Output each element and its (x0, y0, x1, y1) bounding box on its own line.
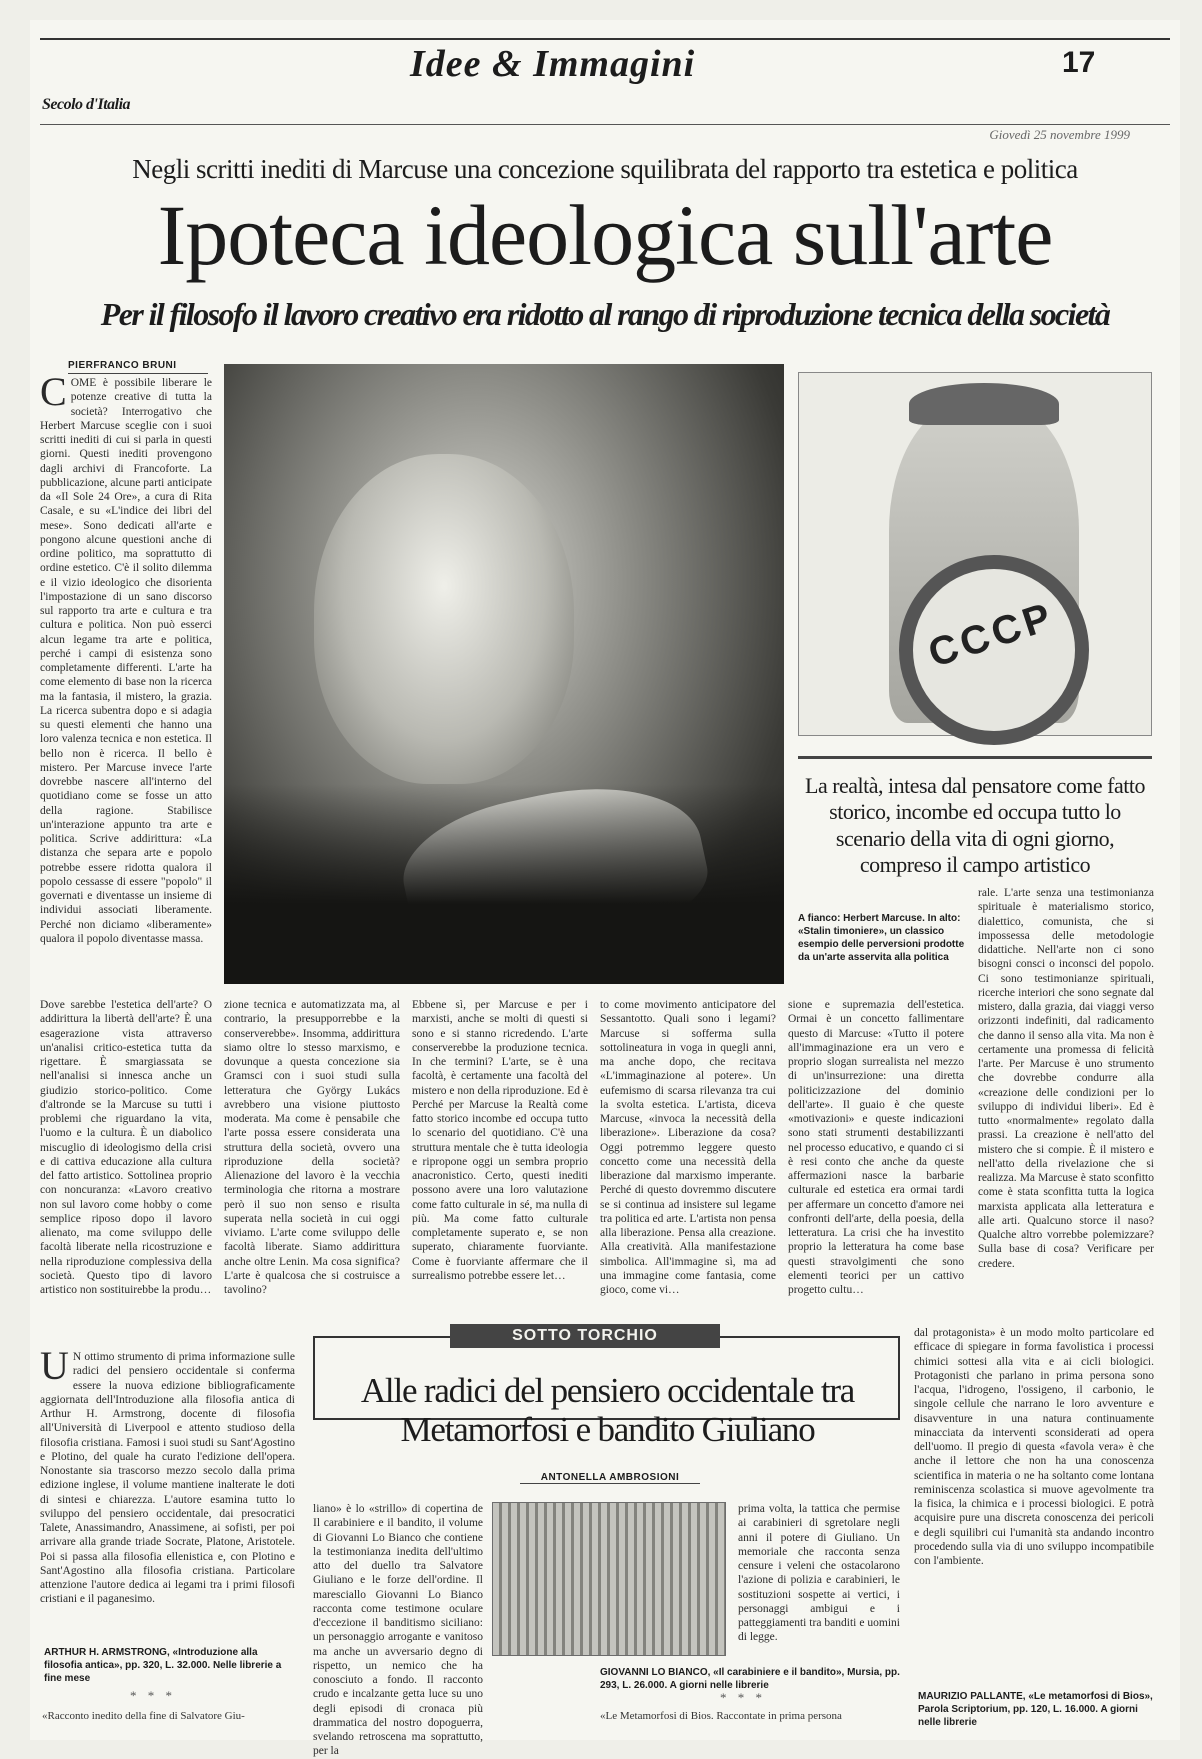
article-column-3: zione tecnica e automatizzata ma, al contrario, la presupporrebbe e la conserverebbe». Insomma, addirittura siamo oltre lo stesso marxismo, e dovunque a questa concezione sia Gramsci con i suoi studi sulla letteratura che György Lukács avrebbero una visione piuttosto moderata. Ma come è pensabile che l'arte possa essere considerata una struttura della società, ovvero una riproduzione della società? Alienazione del lavoro è la vecchia terminologia che ritorna a mostrare però il suo non senso e risulta superata nella società in cui oggi viviamo. L'arte come sviluppo delle facoltà liberate. Siamo addirittura anche oltre Lenin. Ma cosa significa? L'arte è qualcosa che si costruisce a tavolino? (224, 999, 400, 1296)
article-byline: PIERFRANCO BRUNI (68, 360, 208, 374)
article-subhead: Per il filosofo il lavoro creativo era ridotto al rango di riproduzione tecnica della società (100, 296, 1110, 332)
review-bibliography-1: ARTHUR H. ARMSTRONG, «Introduzione alla filosofia antica», pp. 320, L. 32.000. Nelle librerie a fine mese (44, 1647, 282, 1684)
article-column-1: COME è possibile liberare le potenze creative di tutta la società? Interrogativo che Herbert Marcuse sceglie con i suoi scritti inediti di cui si parla in questi giorni. Questi inediti provengono dagli archivi di Francoforte. La pubblicazione, alcune parti anticipate da «Il Sole 24 Ore», a cura di Rita Casale, e su «L'indice dei libri del mese». Sono dedicati all'arte e pongono alcune questioni anche di ordine politico, ma soprattutto di ordine estetico. C'è il solito dilemma e il vizio ideologico che disorienta l'impostazione di un sano discorso sul rapporto tra arte e cultura e tra cultura e politica. Non può esserci alcun legame tra arte e politica, perché i campi di esistenza sono completamente differenti. L'arte ha come elemento di base non la ricerca ma la fantasia, il mistero, la grazia. La ricerca subentra dopo e si adagia su questi elementi che hanno una loro valenza tecnica e non estetica. Il bello non è ricerca. Il bello è mistero. Per Marcuse invece l'arte dovrebbe nascere all'interno del quotidiano come se fosse un atto della ragione. Stabilisce un'interazione appunto tra arte e politica. Scrive addirittura: «La distanza che separa arte e popolo potrebbe essere ridotta qualora il popolo cessasse di essere "popolo" il governati e diventasse un insieme di individui associati liberamente. Perché non diciamo «liberamente» qualora il popolo diventasse massa. (40, 369, 212, 945)
article-headline: Ipoteca ideologica sull'arte (157, 187, 1053, 283)
article-column-2: Dove sarebbe l'estetica dell'arte? O addirittura la libertà dell'arte? È una esagerazione vista attraverso un'analisi critico-estetica tutta da rigettare. È smargiassata se nell'analisi si innesca anche un giudizio storico-politico. Come d'altronde se la Marcuse su tutti i problemi che riguardano la vita, l'uomo e la cultura. È un diabolico miscuglio di ideologismo della crisi e di cattiva educazione alla cultura del fatto artistico. Sottolinea proprio con noncuranza: «Lavoro creativo non sul lavoro come hobby o come semplice riposo dopo il lavoro alienato, ma come sviluppo delle facoltà liberate nella ricostruzione e nella riproduzione complessiva della società. Questo tipo di lavoro artistico non sostituirebbe la produ… (40, 999, 212, 1296)
marcuse-photo (224, 364, 784, 984)
stalin-poster-image (798, 372, 1152, 736)
review-column-3: prima volta, la tattica che permise ai carabinieri di sgretolare negli anni il potere di Giuliano. Un memoriale che racconta senza censure i veleni che ostacolarono l'azione di polizia e carabinieri, le sostituzioni sospette ai vertici, i personaggi ambigui e i patteggiamenti tra banditi e uomini di legge. (738, 1503, 900, 1644)
review-bibliography-2: GIOVANNI LO BIANCO, «Il carabiniere e il bandito», Mursia, pp. 293, L. 26.000. A giorni nelle librerie (600, 1667, 900, 1691)
sotto-torchio-headline: Alle radici del pensiero occidentale tra Metamorfosi e bandito Giuliano (360, 1371, 855, 1449)
portrait-coat (224, 784, 784, 984)
review-column-1: UN ottimo strumento di prima informazione sulle radici del pensiero occidentale si conferma essere la nuova edizione bibliograficamente aggiornata dell'Introduzione alla filosofia antica di Arthur H. Armstrong, docente di filosofia all'Università di Liverpool e attento studioso della filosofia cristiana. Famosi i suoi studi su Sant'Agostino e Plotino, del quale ha curato l'edizione dell'opera. Nonostante sia trascorso mezzo secolo dalla prima edizione inglese, il volume mantiene inalterate le doti di sintesi e chiarezza. L'autore esamina tutto lo sviluppo del pensiero occidentale, dai presocratici Talete, Anassimandro, Anassimene, ai sofisti, per poi arrivare alla grande triade Socrate, Platone, Aristotele. Poi si passa alla filosofia ellenistica e, con Plotino e Sant'Agostino alla filosofia cristiana. Particolare attenzione l'autore dedica ai legami tra i primi filosofi cristiani e il paganesimo. (40, 1343, 295, 1606)
separator-stars-1: * * * (130, 1688, 176, 1703)
review-bibliography-3: MAURIZIO PALLANTE, «Le metamorfosi di Bios», Parola Scriptorium, pp. 120, L. 16.000. A giorni nelle librerie (918, 1691, 1153, 1728)
review-column-4: dal protagonista» è un modo molto particolare ed efficace di spiegare in forma favolistica i processi chimici sottesi alla vita e ai cicli biologici. Protagonisti che parlano in prima persona sono l'acqua, l'idrogeno, l'ossigeno, il carbonio, le singole cellule che narrano le loro avventure e disavventure in una natura continuamente minacciata da interventi sconsiderati ad opera dell'uomo. Il pregio di questa «favola vera» è che anche il lettore che non ha una conoscenza scientifica in materia o ne ha soltanto come lontana reminiscenza scolastica si muove agevolmente tra la fisica, la chimica e i processi biologici. E potrà acquisire pure una discreta conoscenza dei pericoli e degli squilibri cui l'umanità sta andando incontro procedendo sulla via di uno sviluppo incompatibile con l'ambiente. (914, 1327, 1154, 1567)
newspaper-brand: Secolo d'Italia (42, 96, 131, 113)
dateline (40, 124, 1170, 143)
newspaper-page (30, 20, 1180, 1758)
poster-cap (909, 383, 1059, 425)
page-number: 17 (1062, 46, 1096, 79)
article-column-7: rale. L'arte senza una testimonianza spirituale è materialismo storico, dialettico, comunista, che si impossessa delle metodologie didattiche. Nell'arte non ci sono bisogni consci o inconsci del popolo. Ci sono testimonianze spirituali, ricerche interiori che sono segnate dal mistero, dalla grazia, dai viaggi verso orizzonti indefiniti, dal radicamento che danno il senso alla vita. Ma non è certamente una promessa di felicità l'arte. Per Marcuse è uno strumento che dovrebbe condurre alla «creazione delle condizioni per lo sviluppo di individui liberi». Ed è tutto «normalmente» regolato dalla prassi. La creazione è nell'atto del mistero che si compie. È il mistero e nell'atto della rivelazione che si realizza. Ma Marcuse è stato sconfitto come è stata sconfitta tutta la logica marxista applicata alla letteratura e alle arti. Qualcuno storce il naso? Qualche altro vorrebbe polemizzare? Sulla base di cosa? Verificare per credere. (978, 887, 1154, 1270)
review-column-2: liano» è lo «strillo» di copertina de Il carabiniere e il bandito, il volume di Giovanni Lo Bianco che contiene la testimonianza inedita dell'ultimo atto del duello tra Salvatore Giuliano e le forze dell'ordine. Il maresciallo Giovanni Lo Bianco racconta come testimone oculare d'eccezione il banditismo siciliano: un personaggio arrogante e vanitoso ma anche un avversario degno di rispetto, un nemico che ha conosciuto a fondo. Il racconto crudo e incalzante getta luce su uno degli episodi di cronaca più drammatica del nostro dopoguerra, svelando retroscena ma soprattutto, per la (313, 1503, 483, 1758)
review-snippet-1: «Racconto inedito della fine di Salvatore Giu- (42, 1710, 245, 1722)
top-rule (40, 38, 1170, 40)
wheel-lettering: CCCP (923, 594, 1060, 676)
review-snippet-2: «Le Metamorfosi di Bios. Raccontate in prima persona (600, 1710, 842, 1722)
article-kicker: Negli scritti inediti di Marcuse una concezione squilibrata del rapporto tra estetica e politica (132, 154, 1078, 184)
section-title: Idee & Immagini (410, 43, 696, 85)
article-column-4: Ebbene sì, per Marcuse e per i marxisti, anche se molti di questi si sono e si stanno ricredendo. L'arte conserverebbe la produzione tecnica. In che termini? L'arte, se è una facoltà, è certamente una facoltà del mistero e non della riproduzione. Ed è Perché per Marcuse la Realtà come fatto storico incombe ed occupa tutto lo scenario del quotidiano. C'è una struttura mentale che è tutta ideologia e ripropone oggi un sembra proprio anacronistico. Certo, questi inediti possono avere una loro valutazione come fatto culturale in sé, ma nulla di più. Ma come fatto culturale completamente superato e, se non superato, chiaramente fuorviante. Come è fuorviante affermare che il surrealismo potrebbe essere let… (412, 999, 588, 1282)
review-illustration (492, 1502, 726, 1656)
pull-quote: La realtà, intesa dal pensatore come fatto storico, incombe ed occupa tutto lo scenario della vita di ogni giorno, compreso il campo artistico (798, 756, 1152, 879)
article-column-6: sione e supremazia dell'estetica. Ormai è un concetto fallimentare questo di Marcuse: «Tutto il potere all'immaginazione era un vero e proprio slogan surrealista nel mezzo di un'insurrezione: una diretta politicizzazione del dominio dell'arte». Il guaio è che queste «motivazioni» e queste indicazioni sono stati strumenti destabilizzanti nel processo educativo, e quando ci si è resi conto che anche da queste affermazioni nasce la barbarie culturale ed estetica era ormai tardi per affermare un concetto d'amore nei confronti dell'arte, della poesia, della letteratura. La crisi che ha investito proprio la letteratura ha come base questi stravolgimenti che sono elementi teorici per un cattivo progetto cultu… (788, 999, 964, 1296)
separator-stars-2: * * * (720, 1690, 766, 1705)
date: Giovedì 25 novembre 1999 (989, 127, 1130, 142)
photo-caption: A fianco: Herbert Marcuse. In alto: «Stalin timoniere», un classico esempio delle perversioni prodotte da un'arte asservita alla politica (798, 913, 965, 963)
article-column-5: to come movimento anticipatore del Sessantotto. Quali sono i legami? Marcuse si sofferma sulla sottolineatura in voga in quegli anni, ma anche dopo, che recitava «L'immaginazione al potere». Un eufemismo di scarsa rilevanza tra cui la svolta estetica. L'artista, diceva Marcuse, «invoca la necessità della liberazione». Liberazione da cosa? Oggi potremmo leggere questo concetto come una necessità della liberazione dal marxismo imperante. Perché di questo dovremmo discutere se si continua ad insistere sul legame tra politica ed arte. L'artista non pensa alla liberazione. Pensa alla creazione. Alla creatività. Alla manifestazione simbolica. All'immagine sì, ma ad una immagine come fantasia, come gioco, come vi… (600, 999, 776, 1296)
portrait-face (314, 454, 574, 784)
sotto-torchio-banner: SOTTO TORCHIO (450, 1324, 720, 1348)
sotto-torchio-byline: ANTONELLA AMBROSIONI (520, 1472, 700, 1484)
